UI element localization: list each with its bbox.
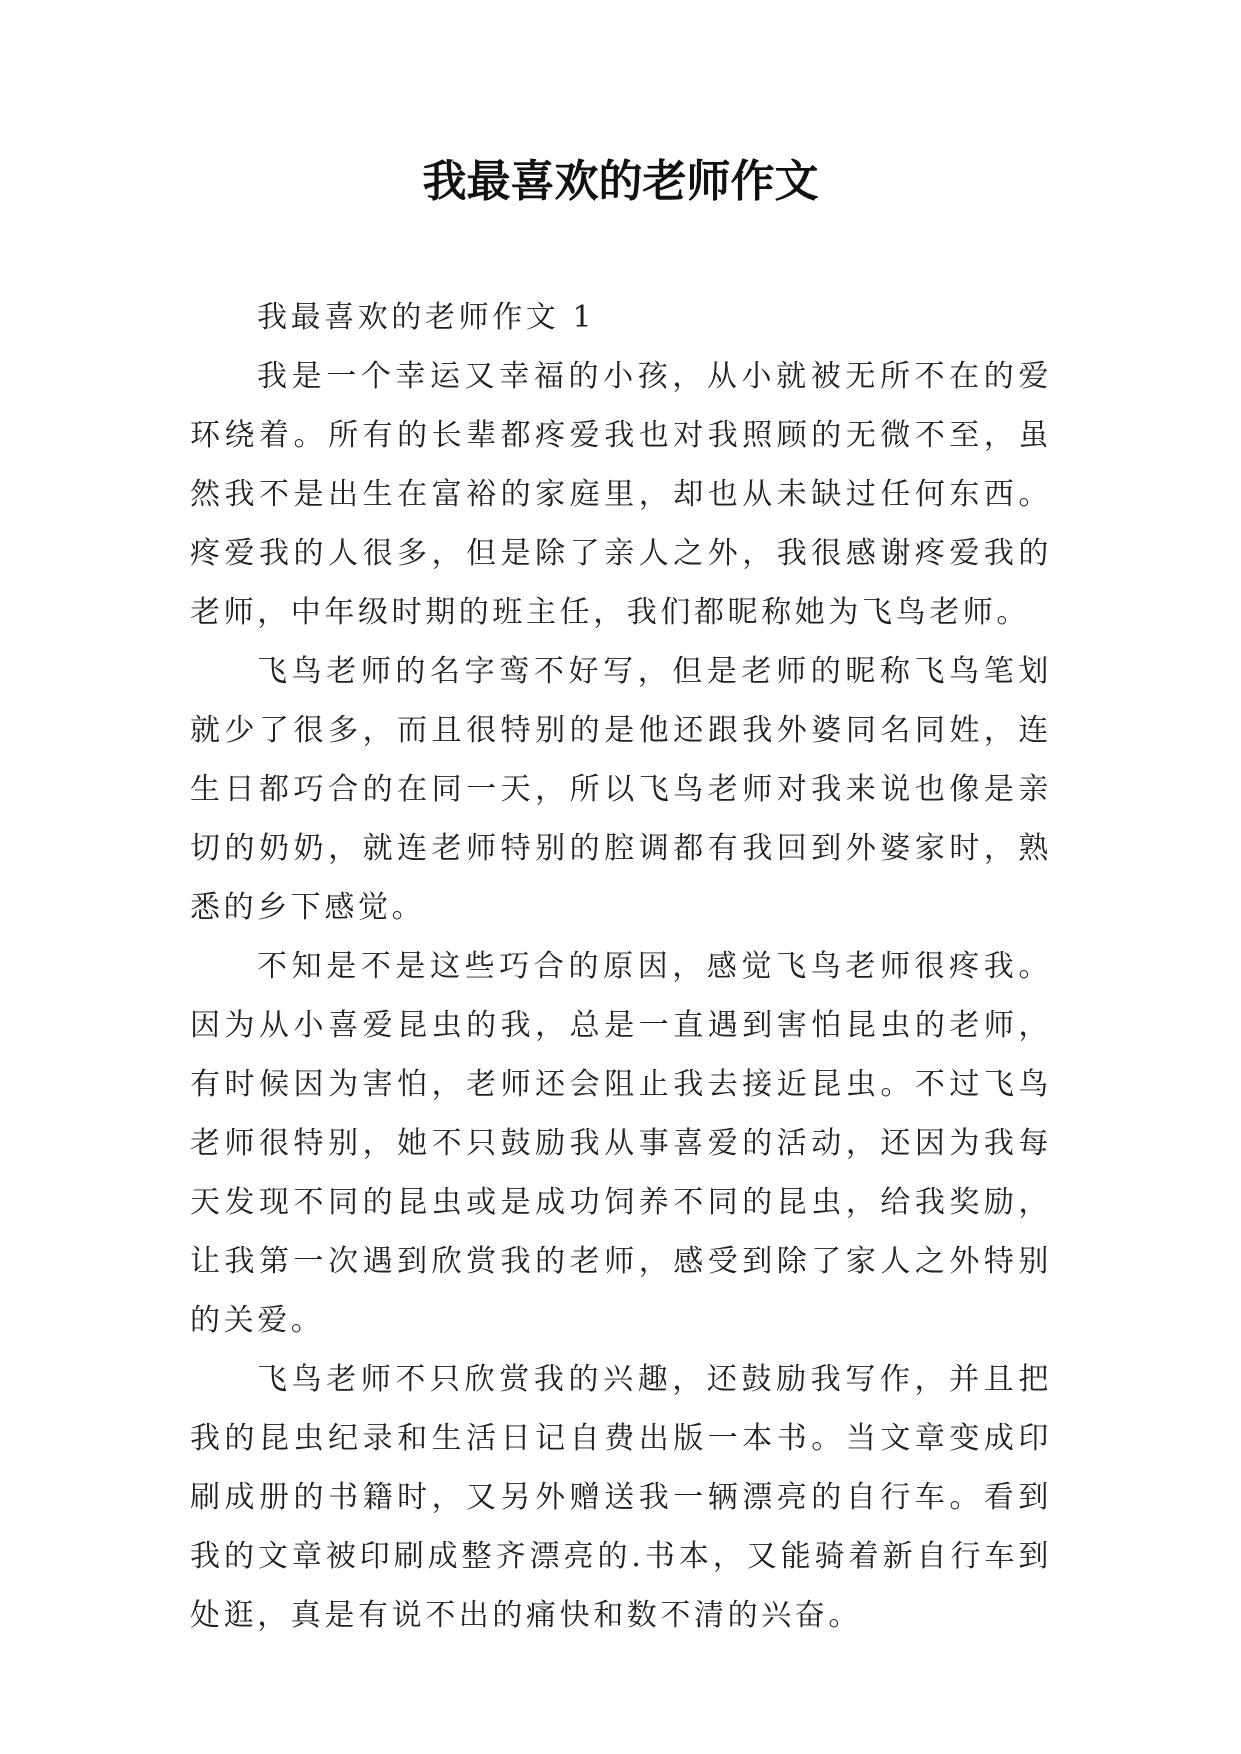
paragraph-3: 不知是不是这些巧合的原因，感觉飞鸟老师很疼我。因为从小喜爱昆虫的我，总是一直遇到害怕昆虫的老师，有时候因为害怕，老师还会阻止我去接近昆虫。不过飞鸟老师很特别，她不只鼓励我从事喜爱的活动，还因为我每天发现不同的昆虫或是成功饲养不同的昆虫，给我奖励，让我第一次遇到欣赏我的老师，感受到除了家人之外特别的关爱。 [190,949,1052,1338]
paragraph-4: 飞鸟老师不只欣赏我的兴趣，还鼓励我写作，并且把我的昆虫纪录和生活日记自费出版一本书。当文章变成印刷成册的书籍时，又另外赠送我一辆漂亮的自行车。看到我的文章被印刷成整齐漂亮的.书本，又能骑着新自行车到处逛，真是有说不出的痛快和数不清的兴奋。 [190,1362,1052,1633]
paragraph-2: 飞鸟老师的名字鸾不好写，但是老师的昵称飞鸟笔划就少了很多，而且很特别的是他还跟我外婆同名同姓，连生日都巧合的在同一天，所以飞鸟老师对我来说也像是亲切的奶奶，就连老师特别的腔调都有我回到外婆家时，熟悉的乡下感觉。 [190,654,1052,925]
paragraph-1: 我是一个幸运又幸福的小孩，从小就被无所不在的爱环绕着。所有的长辈都疼爱我也对我照顾的无微不至，虽然我不是出生在富裕的家庭里，却也从未缺过任何东西。疼爱我的人很多，但是除了亲人之外，我很感谢疼爱我的老师，中年级时期的班主任，我们都昵称她为飞鸟老师。 [190,359,1052,630]
document-title: 我最喜欢的老师作文 [422,156,819,207]
section-heading: 我最喜欢的老师作文 1 [257,300,596,335]
document-body [190,288,1052,1645]
